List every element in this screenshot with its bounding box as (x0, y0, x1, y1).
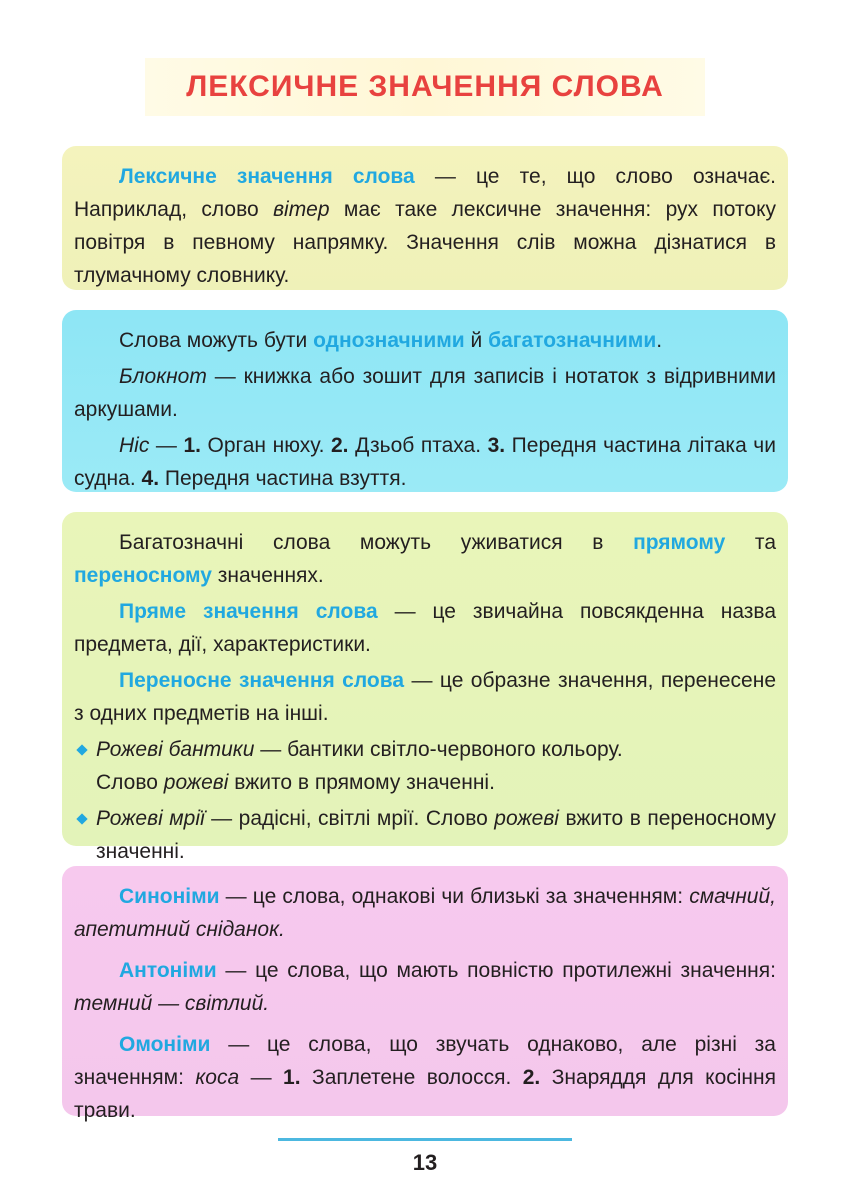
term-synonyms: Синоніми (119, 885, 220, 908)
title-banner (145, 58, 705, 116)
term-lexical-meaning: Лексичне значення слова (119, 165, 415, 188)
term-direct: прямому (633, 531, 726, 554)
term-single-meaning: однозначними (313, 329, 465, 352)
direct-meaning-definition: Пряме значення слова — це звичайна повсякденна назва предмета, дії, характеристики. (74, 600, 777, 656)
direct-figurative-intro: Багатозначні слова можуть уживатися в прямому та переносному значеннях. (74, 531, 776, 587)
single-multi-paragraph: Слова можуть бути однозначними й багатозначними. (119, 329, 663, 352)
figurative-meaning-definition: Переносне значення слова — це образне значення, перенесене з одних предметів на інші. (74, 669, 776, 725)
homonyms-definition: Омоніми — це слова, що звучать однаково, але різні за значенням: коса — 1. Заплетене волосся. 2. Знаряддя для косіння трави. (74, 1033, 776, 1122)
example-word: вітер (273, 198, 330, 221)
definition-card-nyms (62, 866, 788, 1122)
antonyms-definition: Антоніми — це слова, що мають повністю протилежні значення: темний — світлий. (74, 959, 776, 1015)
lexical-meaning-paragraph: Лексичне значення слова — це те, що слово означає. Наприклад, слово вітер має таке лексичне значення: рух потоку повітря в певному напрямку. Значення слів можна дізнатися в тлумачному словнику. (74, 165, 776, 287)
list-item: Рожеві мрії — радісні, світлі мрії. Слово рожеві вжито в переносному значенні. (74, 802, 776, 868)
nose-example: Ніс — 1. Орган нюху. 2. Дзьоб птаха. 3. Передня частина літака чи судна. 4. Передня частина взуття. (74, 434, 776, 490)
term-homonyms: Омоніми (119, 1033, 211, 1056)
diamond-bullet-icon (76, 813, 87, 824)
diamond-bullet-icon (76, 744, 87, 755)
list-item: Рожеві бантики — бантики світло-червоного кольору. Слово рожеві вжито в прямому значенні. (74, 733, 776, 799)
page-title: ЛЕКСИЧНЕ ЗНАЧЕННЯ СЛОВА (186, 70, 664, 103)
term-figurative: переносному (74, 564, 212, 587)
synonyms-definition: Синоніми — це слова, однакові чи близькі за значенням: смачний, апетитний сніданок. (74, 885, 776, 941)
page-number: 13 (412, 1150, 438, 1175)
notebook-example: Блокнот — книжка або зошит для записів і нотаток з відривними аркушами. (74, 365, 776, 421)
definition-card-lexical-meaning (62, 146, 788, 290)
definition-card-direct-figurative (62, 512, 788, 863)
footer-divider (278, 1138, 572, 1141)
term-multi-meaning: багатозначними (488, 329, 657, 352)
term-antonyms: Антоніми (119, 959, 217, 982)
definition-card-meanings-count (62, 310, 788, 492)
